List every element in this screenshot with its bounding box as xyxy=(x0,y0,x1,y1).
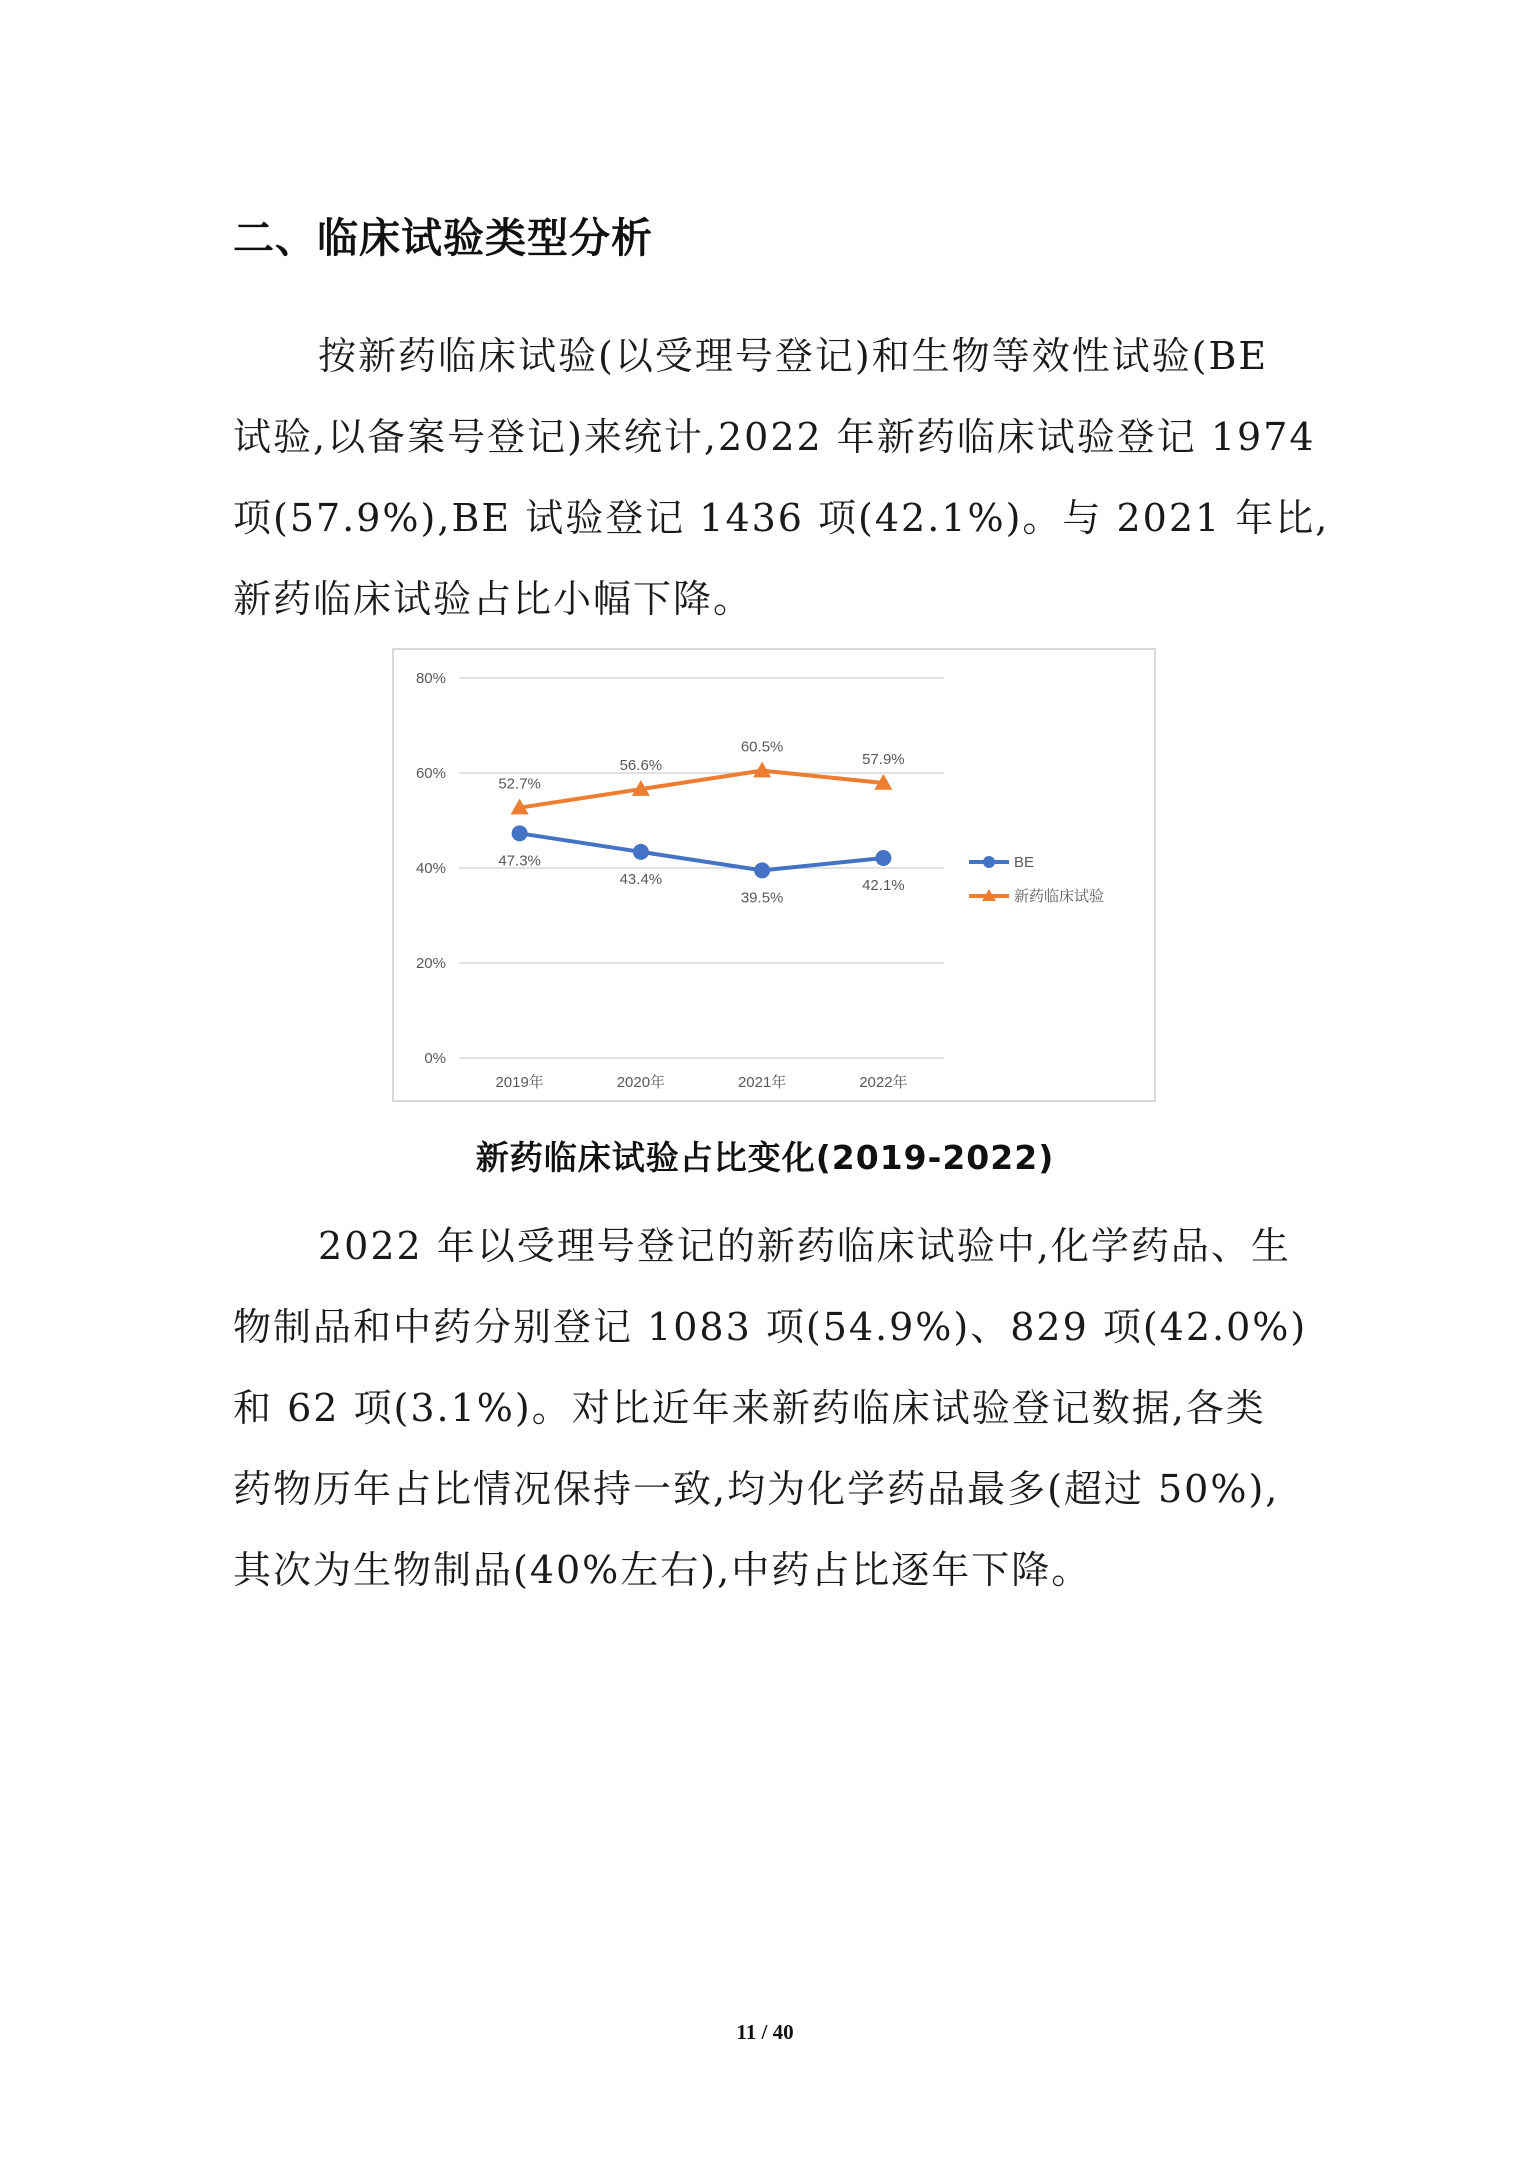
data-point-be xyxy=(512,825,528,841)
paragraph-line: 按新药临床试验(以受理号登记)和生物等效性试验(BE xyxy=(318,334,1269,378)
x-tick-label: 2020年 xyxy=(616,1074,666,1091)
y-tick-label: 20% xyxy=(415,955,446,972)
legend-label: BE xyxy=(1014,854,1035,871)
paragraph-line: 2022 年以受理号登记的新药临床试验中,化学药品、生 xyxy=(318,1224,1291,1268)
data-label: 60.5% xyxy=(740,738,784,756)
y-tick-label: 60% xyxy=(415,765,446,782)
paragraph-line: 和 62 项(3.1%)。对比近年来新药临床试验登记数据,各类 xyxy=(233,1386,1266,1430)
page-number: 11 / 40 xyxy=(736,2020,794,2044)
y-tick-label: 0% xyxy=(424,1050,446,1067)
y-tick-label: 40% xyxy=(415,860,446,877)
series-line-be xyxy=(520,833,884,870)
paragraph-line: 试验,以备案号登记)来统计,2022 年新药临床试验登记 1974 xyxy=(233,415,1316,459)
data-label: 42.1% xyxy=(862,877,905,895)
legend-label: 新药临床试验 xyxy=(1014,888,1105,905)
data-label: 47.3% xyxy=(498,852,541,870)
line-chart xyxy=(394,650,1154,1100)
paragraph-line: 项(57.9%),BE 试验登记 1436 项(42.1%)。与 2021 年比, xyxy=(233,496,1330,540)
data-label: 56.6% xyxy=(619,757,663,775)
data-point-be xyxy=(754,862,770,878)
x-tick-label: 2021年 xyxy=(737,1074,787,1091)
paragraph-line: 药物历年占比情况保持一致,均为化学药品最多(超过 50%), xyxy=(233,1467,1280,1511)
x-tick-label: 2022年 xyxy=(859,1074,908,1091)
paragraph-line: 物制品和中药分别登记 1083 项(54.9%)、829 项(42.0%) xyxy=(233,1305,1308,1349)
section-heading: 二、临床试验类型分析 xyxy=(233,214,653,262)
paragraph-trial-type-stats xyxy=(233,316,1396,640)
line-chart-figure xyxy=(392,648,1156,1102)
data-label: 43.4% xyxy=(619,870,663,888)
paragraph-drug-category-stats xyxy=(233,1206,1396,1611)
y-tick-label: 80% xyxy=(415,670,446,687)
data-label: 52.7% xyxy=(498,775,541,793)
data-label: 39.5% xyxy=(740,889,784,907)
data-point-be xyxy=(875,850,891,866)
paragraph-line: 其次为生物制品(40%左右),中药占比逐年下降。 xyxy=(233,1548,1092,1592)
figure-caption: 新药临床试验占比变化(2019-2022) xyxy=(475,1138,1055,1177)
x-tick-label: 2019年 xyxy=(495,1074,544,1091)
series-line-new-drug xyxy=(520,771,884,808)
data-label: 57.9% xyxy=(862,750,905,768)
paragraph-line: 新药临床试验占比小幅下降。 xyxy=(233,577,754,621)
legend-marker xyxy=(983,856,995,868)
data-point-be xyxy=(633,844,649,860)
